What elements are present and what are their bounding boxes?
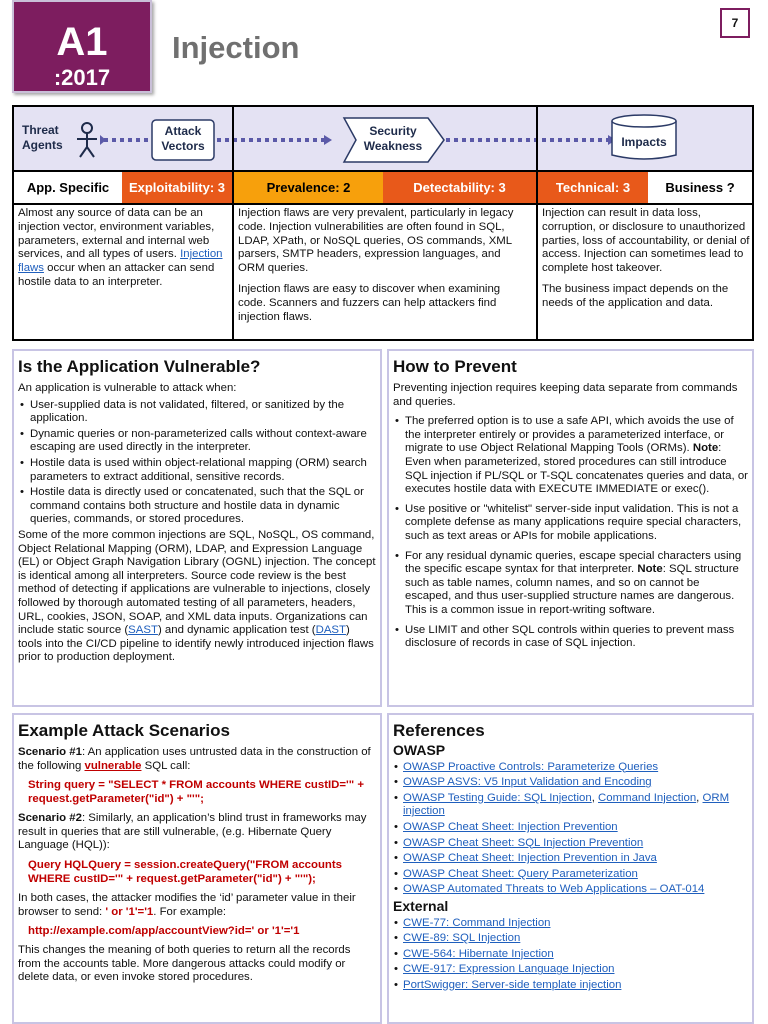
sast-link[interactable]: SAST (128, 624, 158, 637)
detectability-rating: Detectability: 3 (383, 172, 536, 203)
risk-flow-diagram (14, 107, 752, 172)
injection-flaws-link[interactable]: Injection flaws (18, 248, 223, 275)
reference-link[interactable]: OWASP ASVS: V5 Input Validation and Encoding (403, 776, 652, 789)
reference-link[interactable]: CWE-89: SQL Injection (403, 932, 521, 945)
reference-link[interactable]: CWE-77: Command Injection (403, 916, 551, 929)
category-badge (12, 0, 152, 93)
list-item: • CWE-564: Hibernate Injection (394, 947, 554, 960)
list-item: • CWE-77: Command Injection (394, 916, 551, 929)
list-item: • OWASP Cheat Sheet: Injection Prevention (394, 820, 618, 833)
code-sample-sql: String query = "SELECT * FROM accounts WHERE custID='" + request.getParameter("id") + "'"; (28, 779, 364, 806)
prevalence-rating: Prevalence: 2 (234, 172, 383, 203)
ratings-row (14, 172, 752, 205)
prevent-intro: Preventing injection requires keeping data separate from commands and queries. (393, 382, 738, 408)
threat-agents-cell (18, 207, 228, 297)
prevent-panel (387, 349, 754, 707)
list-item: • CWE-89: SQL Injection (394, 932, 521, 945)
reference-link[interactable]: PortSwigger: Server-side template injection (403, 978, 622, 991)
scenario-1-text: Scenario #1: An application uses untrusted data in the construction of the following vulnerable SQL call: (18, 746, 371, 772)
owasp-heading: OWASP (393, 742, 446, 758)
list-item: • OWASP Cheat Sheet: SQL Injection Prevention (394, 836, 644, 849)
scenario-closing: This changes the meaning of both queries to return all the records from the accounts table. More dangerous attacks could modify or delete data, or even invoke stored procedures. (18, 944, 351, 984)
list-item: • Hostile data is directly used or concatenated, such that the SQL or command contains both structure and hostile data in dynamic queries, commands, or stored procedures. (20, 486, 364, 526)
reference-link[interactable]: OWASP Cheat Sheet: Query Parameterization (403, 867, 638, 880)
vulnerable-paragraph: Some of the more common injections are SQL, NoSQL, OS command, Object Relational Mapping (ORM), LDAP, and Expression Language (EL) or Object Graph Navigation Library (OGNL) injection. The concept is identical among all interpreters. Source code review is the best method of detecting if applications are vulnerable to injections, closely followed by thorough automated testing of all parameters, headers, URL, cookies, JSON, SOAP, and XML data inputs. Organizations can include static source (SAST) and dynamic application test (DAST) tools into the CI/CD pipeline to identify newly introduced injection flaws prior to production deployment. (18, 528, 376, 664)
reference-link[interactable]: OWASP Proactive Controls: Parameterize Queries (403, 760, 659, 773)
scenarios-panel (12, 713, 382, 1024)
business-rating: Business ? (648, 172, 752, 203)
page-number: 7 (720, 8, 750, 38)
attack-vectors-label: Attack Vectors (161, 124, 205, 153)
column-divider (232, 107, 234, 339)
list-item: • Dynamic queries or non-parameterized calls without context-aware escaping are used directly in the interpreter. (20, 427, 367, 454)
list-item: • User-supplied data is not validated, filtered, or sanitized by the application. (20, 398, 345, 425)
vulnerable-intro: An application is vulnerable to attack when: (18, 382, 237, 394)
badge-code: A1 (56, 20, 108, 64)
exploitability-rating: Exploitability: 3 (122, 172, 232, 203)
payload-text: In both cases, the attacker modifies the ‘id’ parameter value in their browser to send: ' or '1'='1. For example: (18, 891, 356, 918)
list-item: • OWASP Automated Threats to Web Applications – OAT-014 (394, 883, 705, 896)
list-item: • OWASP Proactive Controls: Parameterize Queries (394, 760, 659, 773)
cell-text: Injection flaws are easy to discover when examining code. Scanners and fuzzers can help attackers find injection flaws. (238, 282, 501, 323)
external-heading: External (393, 897, 449, 914)
list-item: • OWASP Cheat Sheet: Injection Prevention in Java (394, 852, 657, 865)
list-item: • OWASP Cheat Sheet: Query Parameterization (394, 867, 638, 880)
list-item: • The preferred option is to use a safe API, which avoids the use of the interpreter entirely or provides a parameterized interface, or migrate to use Object Relational Mapping Tools (ORMs). Note: Even when parameterized, stored procedures can still introduce SQL injection if PL/SQL or T-SQL concatenates queries and data, or executes hostile data with EXECUTE IMMEDIATE or exec(). (395, 415, 748, 496)
column-divider (536, 107, 538, 339)
app-specific-rating: App. Specific (14, 172, 122, 203)
reference-link[interactable]: CWE-917: Expression Language Injection (403, 963, 615, 976)
list-item: • For any residual dynamic queries, escape special characters using the specific escape syntax for that interpreter. Note: SQL structure such as table names, column names, and so on cannot be escaped, and thus user-supplied structure names are dangerous. This is a common issue in report-writing software. (395, 549, 742, 616)
cell-text: The business impact depends on the needs of the application and data. (542, 282, 729, 309)
cell-text: occur when an attacker can send hostile data to an interpreter. (18, 262, 215, 288)
vulnerable-heading: Is the Application Vulnerable? (18, 357, 261, 376)
reference-link[interactable]: ORM injection (403, 791, 730, 818)
threat-agents-label: Threat Agents (22, 123, 63, 152)
scenarios-heading: Example Attack Scenarios (18, 721, 230, 740)
list-item: • CWE-917: Expression Language Injection (394, 963, 615, 976)
cell-text: Injection flaws are very prevalent, particularly in legacy code. Injection vulnerabilities are often found in SQL, LDAP, XPath, or NoSQL queries, OS commands, XML parsers, SMTP headers, expression languages, and ORM queries. (238, 207, 514, 275)
list-item: • OWASP Testing Guide: SQL Injection, Command Injection, ORM injection (394, 791, 730, 818)
cell-text: Injection can result in data loss, corruption, or disclosure to unauthorized parties, loss of accountability, or denial of access. Injection can sometimes lead to complete host takeover. (542, 207, 750, 275)
reference-link[interactable]: OWASP Cheat Sheet: Injection Prevention (403, 820, 618, 833)
cell-text: Almost any source of data can be an injection vector, environment variables, parameters, external and internal web services, and all types of users. (18, 207, 215, 261)
technical-rating: Technical: 3 (538, 172, 648, 203)
example-url: http://example.com/app/accountView?id=' or '1'='1 (28, 925, 300, 938)
impacts-cell (542, 207, 750, 318)
risk-table (12, 105, 754, 341)
vulnerable-panel (12, 349, 382, 707)
reference-link[interactable]: Command Injection (598, 791, 697, 804)
prevent-heading: How to Prevent (393, 357, 517, 376)
scenario-2-text: Scenario #2: Similarly, an application’s blind trust in frameworks may result in queries that are still vulnerable, (e.g. Hibernate Query Language (HQL)): (18, 812, 367, 852)
code-sample-hql: Query HQLQuery = session.createQuery("FROM accounts WHERE custID='" + request.getParameter("id") + "'"); (28, 858, 342, 885)
reference-link[interactable]: OWASP Cheat Sheet: Injection Prevention in Java (403, 852, 657, 865)
security-weakness-cell (238, 207, 530, 331)
references-heading: References (393, 721, 485, 740)
badge-year: :2017 (53, 65, 111, 90)
page-title: Injection (172, 30, 300, 65)
list-item: • Use positive or "whitelist" server-side input validation. This is not a complete defense as many applications require special characters, such as text areas or APIs for mobile applications. (395, 502, 742, 542)
references-panel (387, 713, 754, 1024)
list-item: • PortSwigger: Server-side template injection (394, 978, 622, 991)
list-item: • OWASP ASVS: V5 Input Validation and Encoding (394, 776, 652, 789)
reference-link[interactable]: OWASP Testing Guide: SQL Injection (403, 791, 592, 804)
reference-link[interactable]: CWE-564: Hibernate Injection (403, 947, 554, 960)
person-icon (77, 123, 97, 157)
reference-link[interactable]: OWASP Cheat Sheet: SQL Injection Prevention (403, 836, 644, 849)
impacts-label: Impacts (621, 135, 667, 149)
dast-link[interactable]: DAST (315, 624, 346, 637)
security-weakness-label: Security Weakness (363, 124, 423, 153)
list-item: • Hostile data is used within object-relational mapping (ORM) search parameters to extract additional, sensitive records. (20, 456, 367, 483)
list-item: • Use LIMIT and other SQL controls within queries to prevent mass disclosure of records in case of SQL injection. (395, 623, 735, 650)
reference-link[interactable]: OWASP Automated Threats to Web Applications – OAT-014 (403, 883, 705, 896)
